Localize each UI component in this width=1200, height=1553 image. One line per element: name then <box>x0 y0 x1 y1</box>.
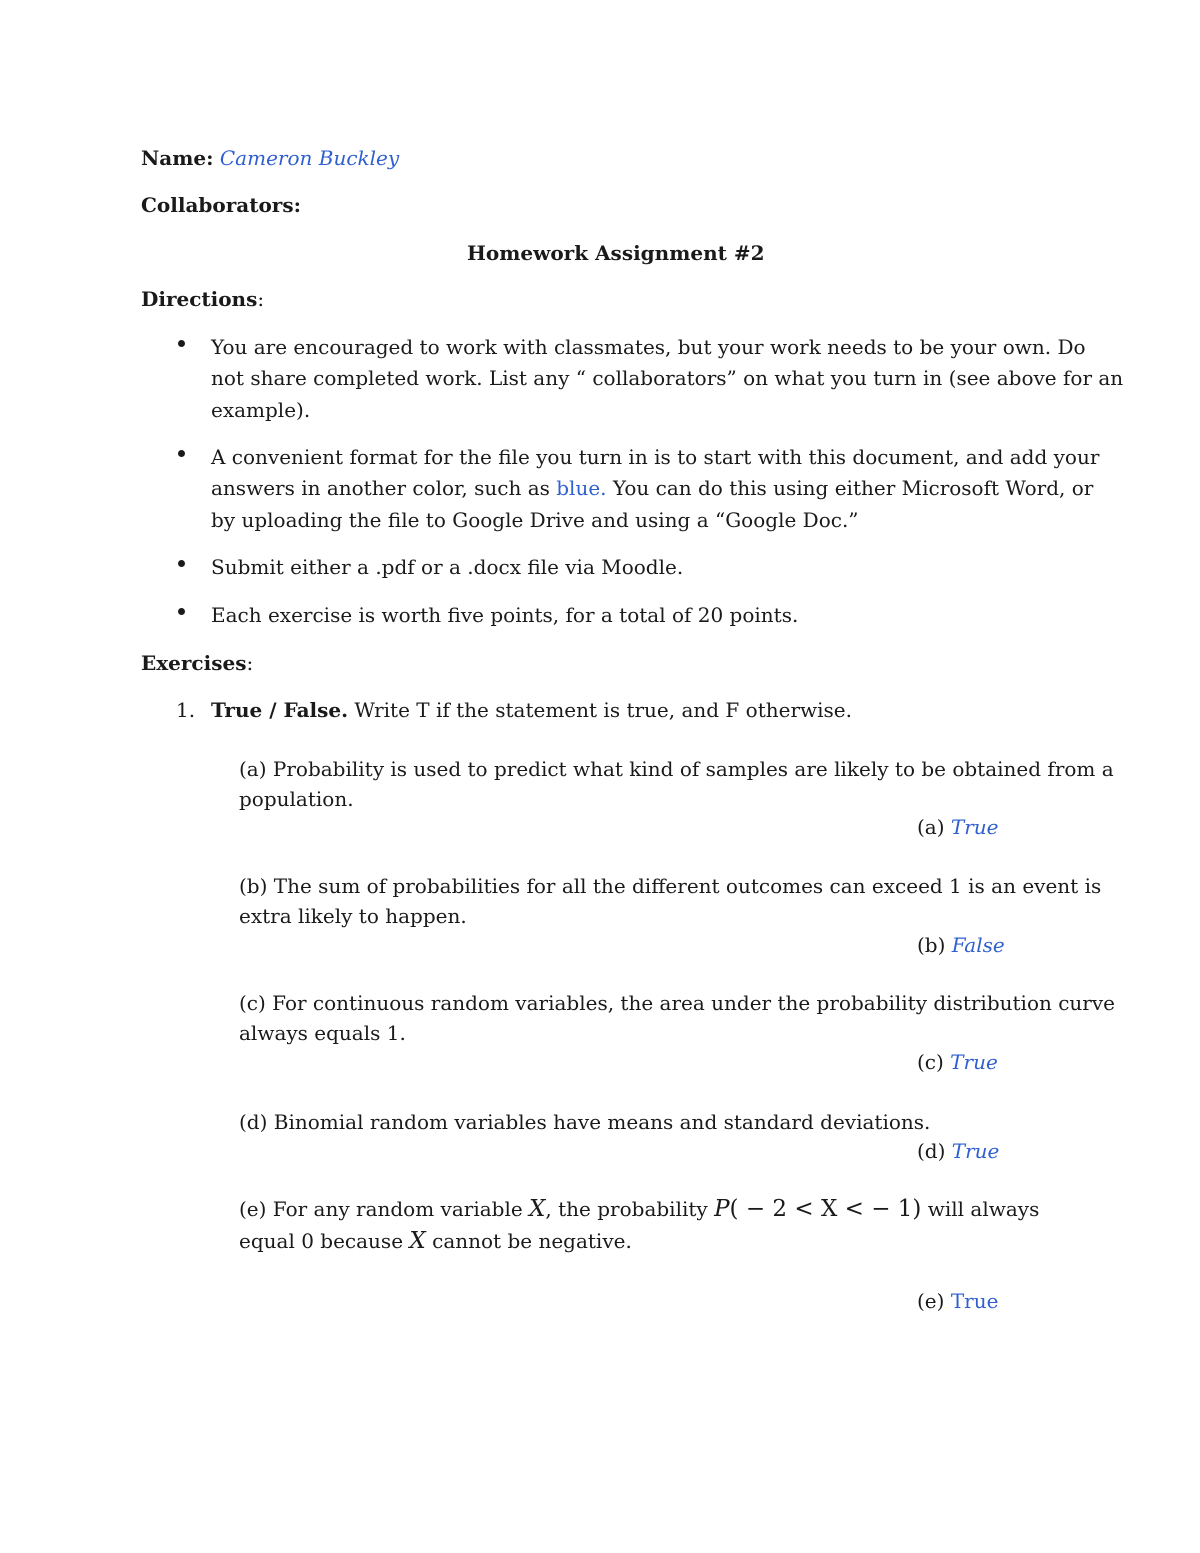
direction-3-line-1: Submit either a .pdf or a .docx file via Moodle. <box>211 555 684 579</box>
assignment-title: Homework Assignment #2 <box>467 241 765 265</box>
part-c-answer-label: (c) <box>917 1050 951 1074</box>
part-b-answer-label: (b) <box>917 933 952 957</box>
part-a-answer <box>917 812 999 843</box>
math-probability-expression: ( − 2 < X < − 1) <box>729 1196 922 1222</box>
part-e-answer-value: True <box>950 1289 999 1313</box>
part-b-answer-value: False <box>951 933 1005 957</box>
math-probability-p: P <box>714 1196 730 1222</box>
part-d-line-1: (d) Binomial random variables have means and standard deviations. <box>239 1110 931 1134</box>
direction-2-text-a: answers in another color, such as <box>211 476 557 500</box>
directions-heading <box>141 284 264 315</box>
question-1-number: 1. <box>176 698 196 722</box>
part-d-answer-value: True <box>951 1139 1000 1163</box>
part-c-line-2: always equals 1. <box>239 1021 406 1045</box>
part-e-answer <box>917 1286 998 1317</box>
part-a-line-2: population. <box>239 787 354 811</box>
direction-1-line-1: You are encouraged to work with classmates, but your work needs to be your own. Do <box>211 335 1086 359</box>
name-line <box>141 143 399 174</box>
part-c-line-1: (c) For continuous random variables, the area under the probability distribution curve <box>239 991 1116 1015</box>
part-b-line-1: (b) The sum of probabilities for all the different outcomes can exceed 1 is an event is <box>239 874 1102 898</box>
bullet-icon <box>178 440 185 457</box>
bullet-icon <box>178 550 185 567</box>
direction-4-line-1: Each exercise is worth five points, for a total of 20 points. <box>211 603 799 627</box>
part-e-text-e: cannot be negative. <box>425 1229 632 1253</box>
part-c-answer-value: True <box>950 1050 998 1074</box>
part-e-text-c: will always <box>921 1197 1040 1221</box>
part-e-text-a: (e) For any random variable <box>239 1197 530 1221</box>
direction-2-text-b: You can do this using either Microsoft Word, or <box>606 476 1094 500</box>
question-1-title: True / False. <box>211 698 349 722</box>
bullet-icon <box>178 598 185 615</box>
part-d-answer <box>917 1136 999 1167</box>
part-e-line-1 <box>239 1194 1039 1225</box>
part-c-answer <box>917 1047 998 1078</box>
direction-1-line-3: example). <box>211 398 311 422</box>
part-b-answer <box>917 930 1005 961</box>
math-variable-x: X <box>529 1196 546 1222</box>
exercises-colon: : <box>246 651 254 675</box>
exercises-heading <box>141 648 253 679</box>
bullet-icon <box>178 330 185 347</box>
part-d-answer-label: (d) <box>917 1139 952 1163</box>
part-b-line-2: extra likely to happen. <box>239 904 467 928</box>
directions-colon: : <box>257 287 265 311</box>
direction-2-line-3: by uploading the file to Google Drive and using a “Google Doc.” <box>211 508 859 532</box>
blue-color-example: blue. <box>556 476 607 500</box>
part-e-text-d: equal 0 because <box>239 1229 410 1253</box>
part-e-text-b: , the probability <box>545 1197 715 1221</box>
part-e-line-2 <box>239 1226 632 1257</box>
part-a-answer-value: True <box>950 815 999 839</box>
directions-label: Directions <box>141 287 258 311</box>
math-variable-x: X <box>409 1228 426 1254</box>
direction-2-line-1: A convenient format for the file you turn in is to start with this document, and add your <box>211 445 1100 469</box>
part-a-answer-label: (a) <box>917 815 951 839</box>
name-label: Name: <box>141 146 214 170</box>
question-1-instruction: Write T if the statement is true, and F otherwise. <box>348 698 852 722</box>
question-1-heading <box>211 695 852 726</box>
direction-1-line-2: not share completed work. List any “ collaborators” on what you turn in (see above for an <box>211 366 1124 390</box>
part-e-answer-label: (e) <box>917 1289 951 1313</box>
part-a-line-1: (a) Probability is used to predict what kind of samples are likely to be obtained from a <box>239 757 1114 781</box>
collaborators-label: Collaborators: <box>141 193 301 217</box>
exercises-label: Exercises <box>141 651 247 675</box>
direction-2-line-2 <box>211 473 1093 504</box>
name-value: Cameron Buckley <box>219 146 400 170</box>
